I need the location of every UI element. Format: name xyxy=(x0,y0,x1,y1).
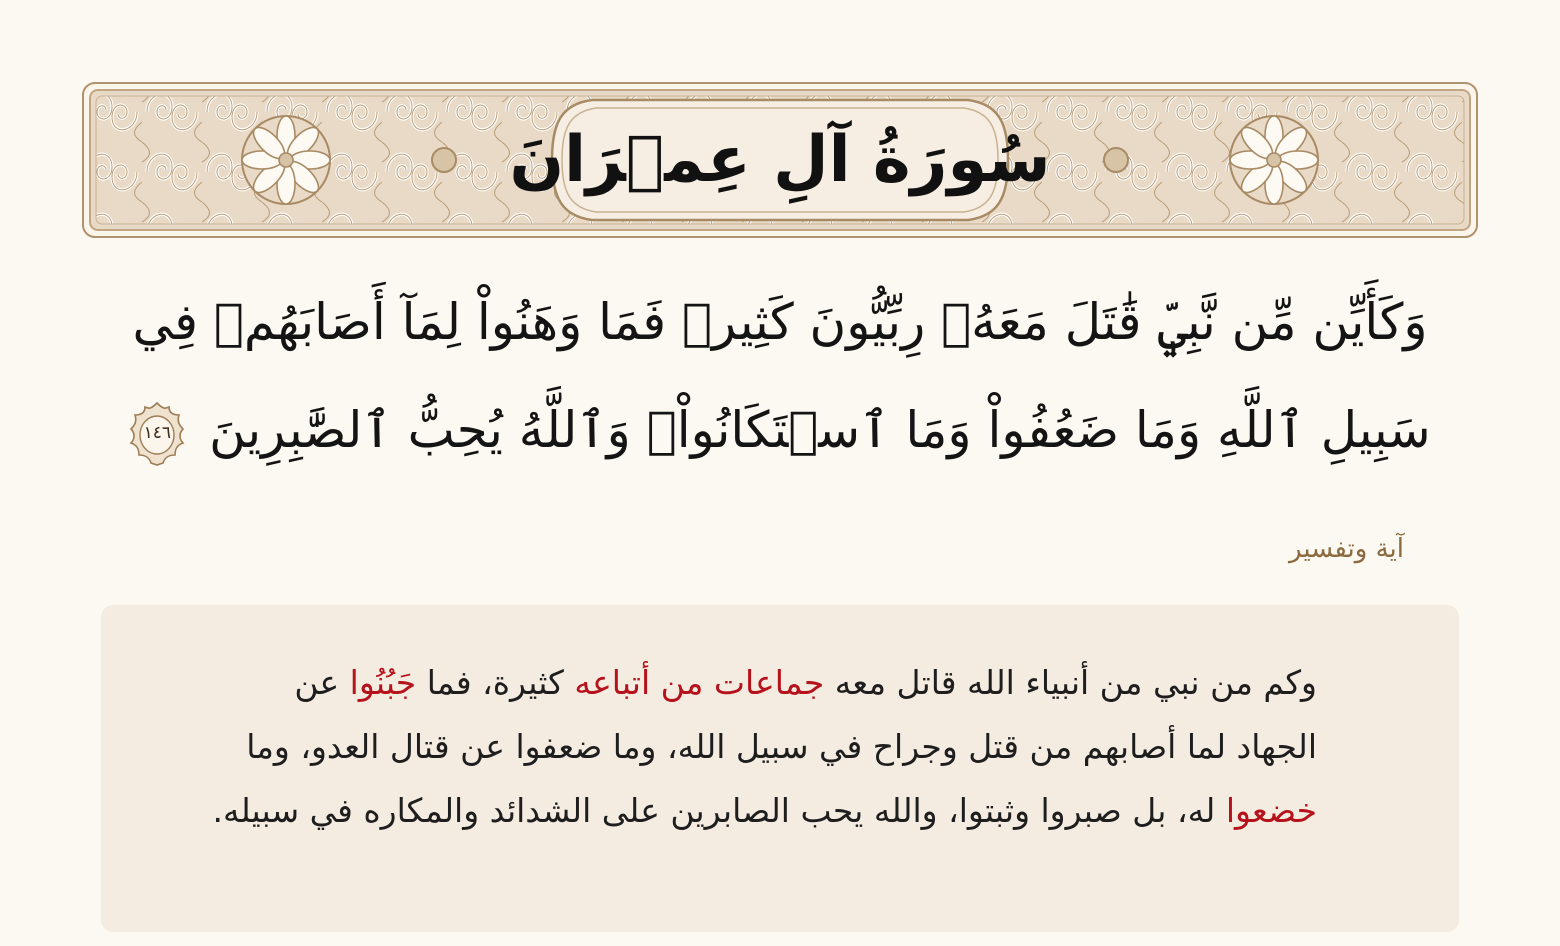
tafsir-segment: كثيرة، فما xyxy=(416,663,575,702)
ayah-number-marker xyxy=(129,401,185,467)
surah-title: سُورَةُ آلِ عِمۡرَانَ xyxy=(509,123,1051,197)
tafsir-segment: له، بل صبروا وثبتوا، والله يحب الصابرين على الشدائد والمكاره في سبيله. xyxy=(212,791,1226,830)
tafsir-segment: وكم من نبي من أنبياء الله قاتل معه xyxy=(824,663,1317,702)
ayah-number: ١٤٦ xyxy=(143,423,171,443)
ayah-text: وَكَأَيِّن مِّن نَّبِيّٖ قَٰتَلَ مَعَهُۥ رِبِّيُّونَ كَثِيرٞ فَمَا وَهَنُواْ لِمَآ أَصَابَهُمۡ فِي سَبِيلِ ٱللَّهِ وَمَا ضَعُفُواْ وَمَا ٱسۡتَكَانُواْۗ وَٱللَّهُ يُحِبُّ ٱلصَّٰبِرِينَ xyxy=(132,293,1431,459)
tafsir-highlight: جماعات من أتباعه xyxy=(574,663,825,702)
tafsir-card xyxy=(101,605,1459,932)
tafsir-highlight: جَبُنُوا xyxy=(349,663,417,702)
ayah-text-block xyxy=(100,268,1460,484)
surah-header-banner xyxy=(82,82,1478,238)
tafsir-text xyxy=(211,651,1317,843)
tafsir-highlight: خضعوا xyxy=(1225,791,1317,830)
section-label-ayah-and-tafsir: آية وتفسير xyxy=(1289,534,1404,564)
tafsir-segment: عن الجهاد لما أصابهم من قتل وجراح في سبيل الله، وما ضعفوا عن قتال العدو، وما xyxy=(246,663,1317,766)
